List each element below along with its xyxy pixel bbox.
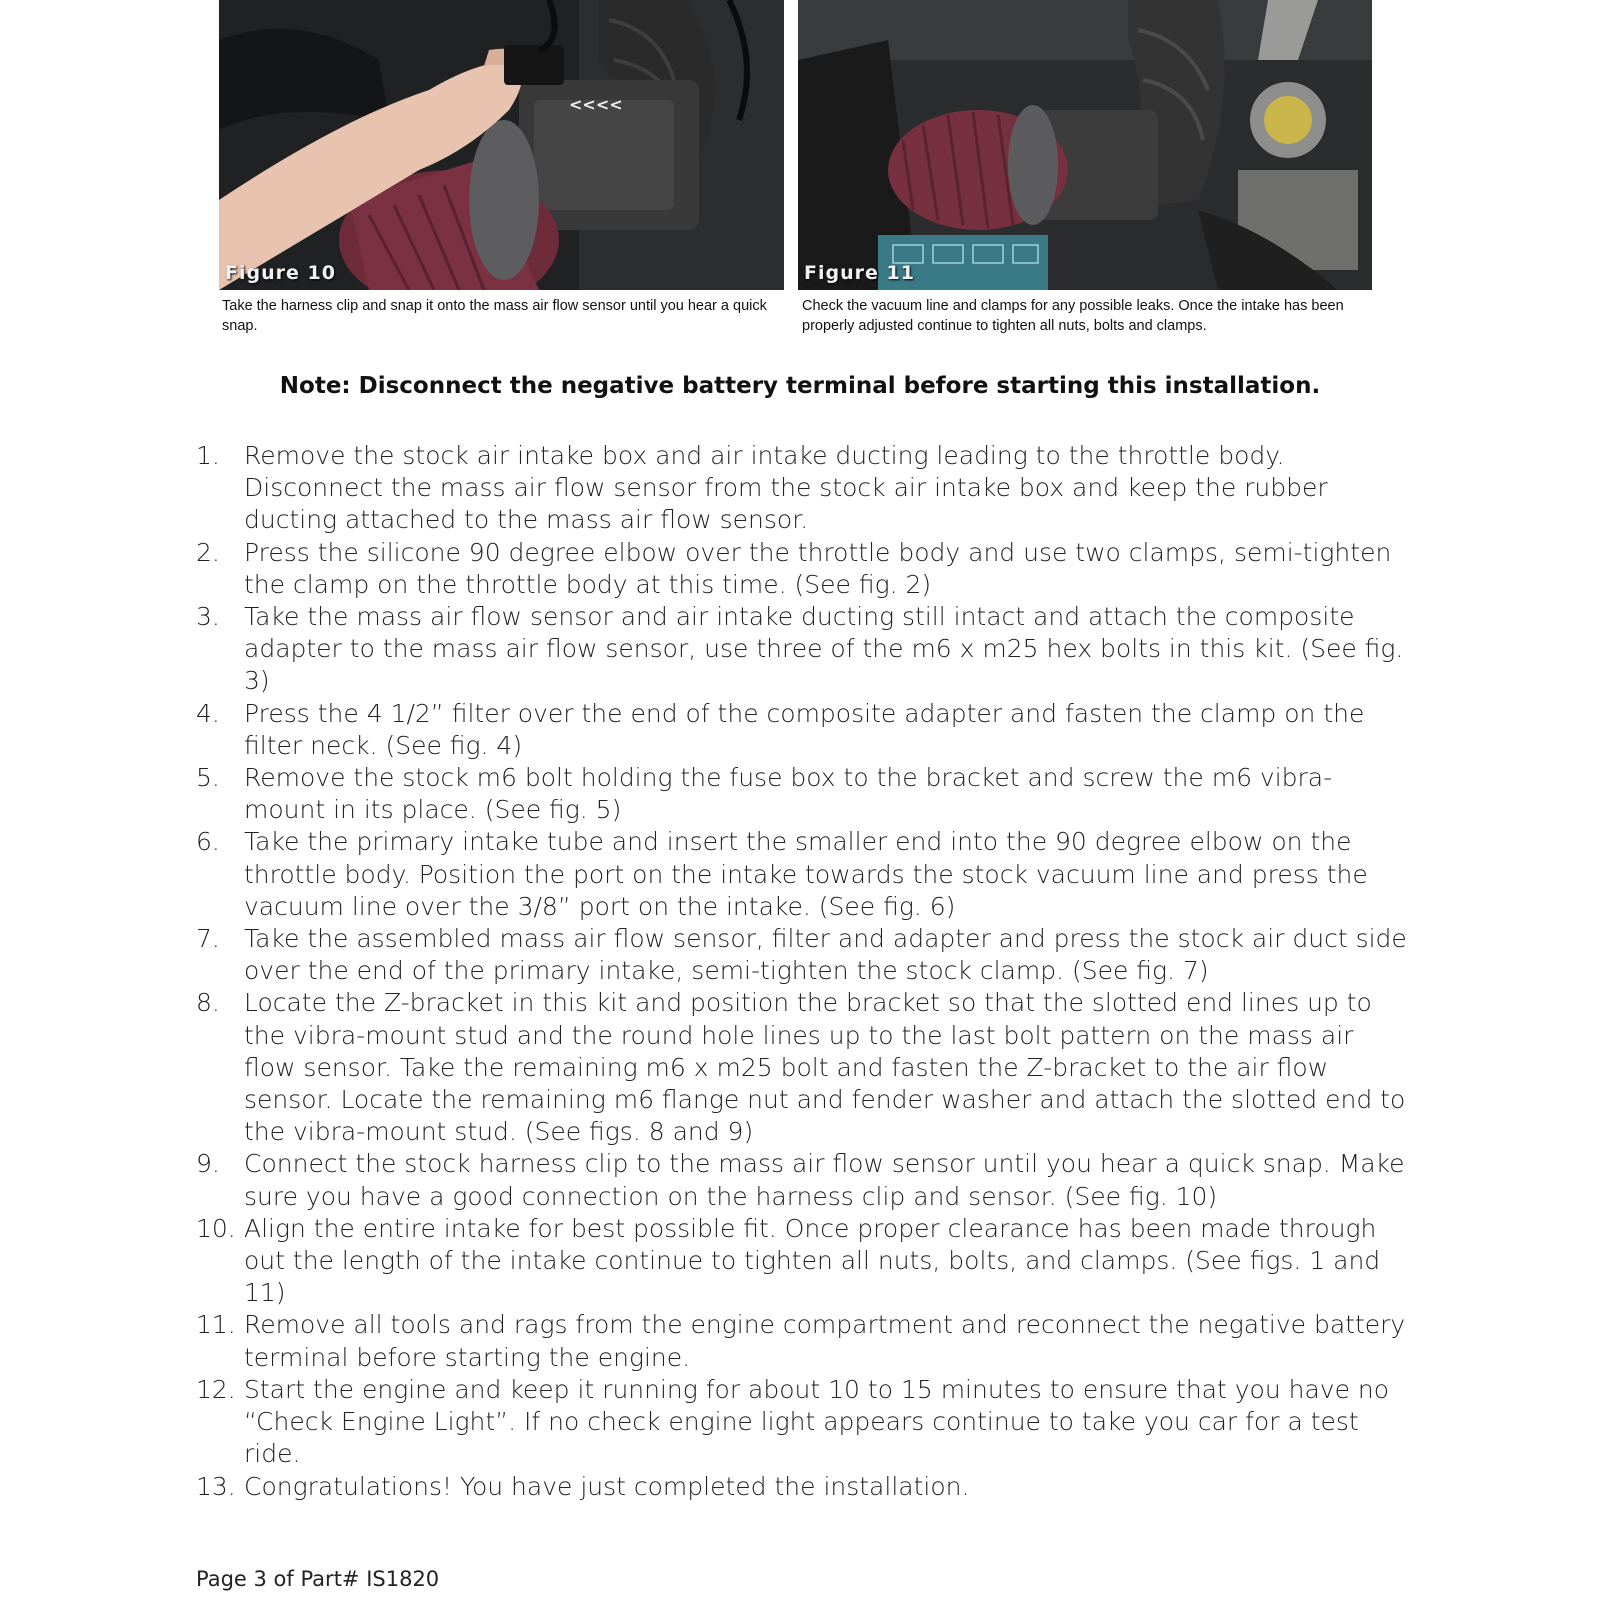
engine-photo-illustration — [219, 0, 784, 290]
page-footer: Page 3 of Part# IS1820 — [196, 1567, 440, 1591]
figure-10-photo — [219, 0, 784, 290]
step-item — [196, 1471, 1411, 1503]
step-number: 8. — [196, 988, 220, 1018]
step-number: 7. — [196, 924, 220, 954]
installation-steps — [196, 440, 1411, 1503]
step-text: Take the mass air flow sensor and air intake ducting still intact and attach the composite adapter to the mass air flow sensor, use three of the m6 x m25 hex bolts in this kit. (See fig. 3) — [244, 602, 1404, 696]
step-text: Connect the stock harness clip to the mass air flow sensor until you hear a quick snap. Make sure you have a good connection on the harness clip and sensor. (See fig. 10) — [244, 1149, 1405, 1211]
step-item — [196, 1148, 1411, 1212]
step-number: 10. — [196, 1213, 236, 1243]
step-item — [196, 1309, 1411, 1373]
step-number: 3. — [196, 602, 220, 632]
figure-11-caption: Check the vacuum line and clamps for any possible leaks. Once the intake has been properly adjusted continue to tighten all nuts, bolts and clamps. — [802, 298, 1344, 334]
figure-11-label: Figure 11 — [804, 262, 915, 284]
step-text: Take the assembled mass air flow sensor, filter and adapter and press the stock air duct side over the end of the primary intake, semi-tighten the stock clamp. (See fig. 7) — [244, 924, 1407, 986]
step-number: 13. — [196, 1471, 236, 1501]
step-item — [196, 601, 1411, 698]
step-text: Remove the stock m6 bolt holding the fuse box to the bracket and screw the m6 vibra-mount in its place. (See fig. 5) — [244, 763, 1333, 825]
step-text: Remove the stock air intake box and air intake ducting leading to the throttle body. Disconnect the mass air flow sensor from the stock air intake box and keep the rubber ducting attached to the mass air flow sensor. — [244, 441, 1328, 535]
step-item — [196, 698, 1411, 762]
step-item — [196, 826, 1411, 923]
step-text: Press the 4 1/2” filter over the end of the composite adapter and fasten the clamp on the filter neck. (See fig. 4) — [244, 698, 1365, 760]
step-number: 5. — [196, 763, 220, 793]
step-text: Remove all tools and rags from the engine compartment and reconnect the negative battery terminal before starting the engine. — [244, 1310, 1406, 1372]
step-text: Take the primary intake tube and insert the smaller end into the 90 degree elbow on the throttle body. Position the port on the intake towards the stock vacuum line and press the vacuum line over the 3/8” port on the intake. (See fig. 6) — [244, 827, 1368, 921]
step-item — [196, 537, 1411, 601]
step-item — [196, 987, 1411, 1148]
step-text: Locate the Z-bracket in this kit and position the bracket so that the slotted end lines up to the vibra-mount stud and the round hole lines up to the last bolt pattern on the mass air flow sensor. Take the remaining m6 x m25 bolt and fasten the Z-bracket to the air flow sensor. Locate the remaining m6 flange nut and fender washer and attach the slotted end to the vibra-mount stud. (See figs. 8 and 9) — [244, 988, 1406, 1147]
figure-11-photo — [798, 0, 1372, 290]
step-number: 2. — [196, 537, 220, 567]
step-item — [196, 1213, 1411, 1310]
step-item — [196, 762, 1411, 826]
step-number: 11. — [196, 1310, 236, 1340]
step-number: 4. — [196, 698, 220, 728]
arrow-overlay: <<<< — [569, 95, 623, 114]
step-text: Congratulations! You have just completed the installation. — [244, 1471, 970, 1501]
step-item — [196, 440, 1411, 537]
engine-photo-illustration — [798, 0, 1372, 290]
step-number: 1. — [196, 441, 220, 470]
step-number: 6. — [196, 827, 220, 857]
figure-10-caption: Take the harness clip and snap it onto the mass air flow sensor until you hear a quick snap. — [222, 298, 767, 334]
step-text: Press the silicone 90 degree elbow over the throttle body and use two clamps, semi-tighten the clamp on the throttle body at this time. (See fig. 2) — [244, 537, 1392, 599]
step-item — [196, 923, 1411, 987]
step-text: Start the engine and keep it running for about 10 to 15 minutes to ensure that you have no “Check Engine Light”. If no check engine light appears continue to take you car for a test ride. — [244, 1374, 1390, 1469]
step-number: 12. — [196, 1374, 236, 1404]
figure-10-label: Figure 10 — [225, 262, 336, 284]
step-text: Align the entire intake for best possible fit. Once proper clearance has been made through out the length of the intake continue to tighten all nuts, bolts, and clamps. (See figs. 1 and 11) — [244, 1213, 1381, 1308]
step-item — [196, 1374, 1411, 1471]
step-number: 9. — [196, 1149, 220, 1179]
warning-note: Note: Disconnect the negative battery terminal before starting this installation. — [279, 373, 1321, 399]
